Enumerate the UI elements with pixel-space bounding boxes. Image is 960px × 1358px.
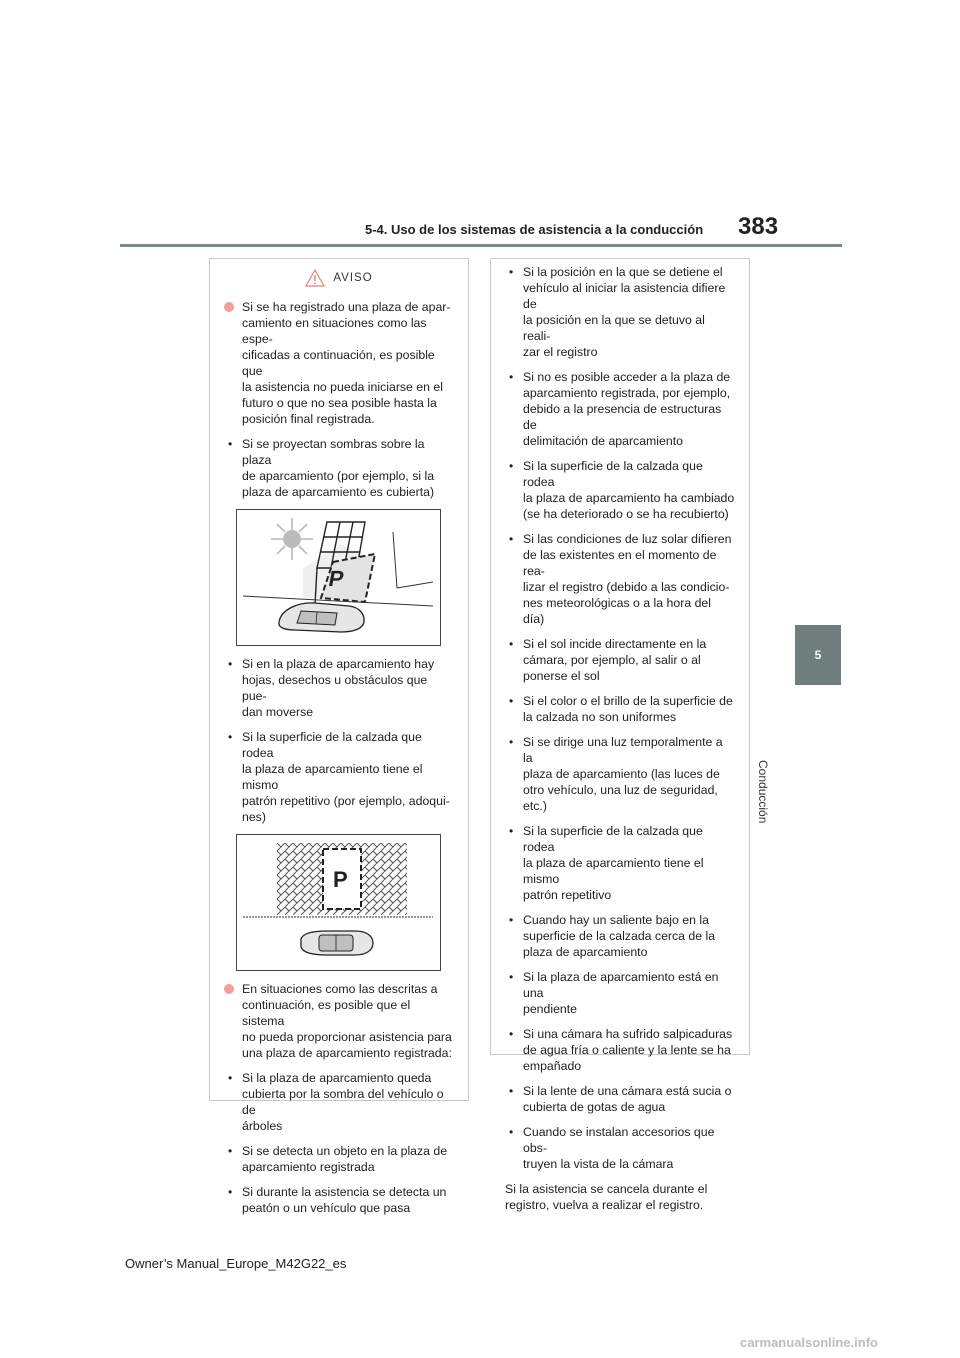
text-line: posición final registrada. [242,412,375,426]
warning-triangle-icon [305,269,325,287]
manual-id: Owner’s Manual_Europe_M42G22_es [125,1256,347,1271]
list-item [224,436,454,500]
text-line: árboles [242,1119,283,1133]
text-line: continuación, es posible que el sistema [242,998,411,1028]
text-line: superficie de la calzada cerca de la [523,929,716,943]
text-line: otro vehículo, una luz de seguridad, [523,783,718,797]
text-line: Si el sol incide directamente en la [523,637,707,651]
bullet-icon: • [509,735,514,749]
text-line: camiento en situaciones como las espe- [242,316,427,346]
text-line: Si el color o el brillo de la superficie de [523,694,733,708]
text-line: Si se ha registrado una plaza de apar- [242,300,451,314]
text-line: delimitación de aparcamiento [523,434,683,448]
text-line: aparcamiento registrada [242,1160,375,1174]
car-icon [279,603,364,632]
text-line: cubierta por la sombra del vehículo o de [242,1087,444,1117]
list-item [224,1184,454,1216]
bullet-icon: • [509,694,514,708]
circle-bullet-icon [224,984,234,994]
text-line: Si la plaza de aparcamiento está en una [523,970,719,1000]
list-item [505,823,735,903]
text-line: una plaza de aparcamiento registrada: [242,1046,452,1060]
text-line: debido a la presencia de estructuras de [523,402,722,432]
list-item [505,369,735,449]
text-line: En situaciones como las descritas a [242,982,438,996]
bullet-icon: • [509,459,514,473]
text-line: patrón repetitivo (por ejemplo, adoqui- [242,794,450,808]
text-line: peatón o un vehículo que pasa [242,1201,411,1215]
text-line: etc.) [523,799,547,813]
chapter-number: 5 [814,648,822,662]
bullet-icon: • [509,1125,514,1139]
figure-paving-pattern [236,834,441,971]
bullet-icon: • [228,437,233,451]
text-line: pendiente [523,1002,578,1016]
text-line: nes) [242,810,266,824]
text-line: ponerse el sol [523,669,600,683]
text-line: cificadas a continuación, es posible que [242,348,435,378]
text-line: plaza de aparcamiento (las luces de [523,767,720,781]
text-line: Si durante la asistencia se detecta un [242,1185,447,1199]
text-line: zar el registro [523,345,598,359]
bullet-icon: • [509,370,514,384]
text-line: Si las condiciones de luz solar difieren [523,532,732,546]
bullet-icon: • [509,824,514,838]
list-item [505,636,735,684]
bullet-icon: • [228,1071,233,1085]
header-rule [120,244,842,247]
bullet-icon: • [509,637,514,651]
closing-paragraph [505,1181,735,1213]
text-line: lizar el registro (debido a las condicio- [523,580,730,594]
bullet-icon: • [228,730,233,744]
notice-item-text [242,299,454,427]
car-icon [301,931,373,955]
text-line: la plaza de aparcamiento tiene el mismo [242,762,423,792]
list-item [224,1143,454,1175]
notice-box-right [490,258,750,1212]
text-line: Si se detecta un objeto en la plaza de [242,1144,448,1158]
text-line: Si la posición en la que se detiene el [523,265,723,279]
bullet-icon: • [228,1144,233,1158]
bullet-icon: • [509,1027,514,1041]
text-line: Si no es posible acceder a la plaza de [523,370,731,384]
parking-letter: P [326,566,346,591]
text-line: de las existentes en el momento de rea- [523,548,717,578]
notice-box-left [209,258,469,1215]
notice-item-text [242,981,454,1061]
list-item [505,693,735,725]
list-item [505,531,735,627]
list-item [505,734,735,814]
text-line: empañado [523,1059,582,1073]
notice-item [224,981,454,1061]
text-line: patrón repetitivo [523,888,612,902]
list-item [505,1026,735,1074]
text-line: Si se proyectan sombras sobre la plaza [242,437,425,467]
text-line: plaza de aparcamiento es cubierta) [242,485,435,499]
watermark: carmanualsonline.info [740,1335,878,1350]
bullet-icon: • [509,913,514,927]
text-line: registro, vuelva a realizar el registro. [505,1198,704,1212]
text-line: de agua fría o caliente y la lente se ha [523,1043,731,1057]
text-line: la plaza de aparcamiento tiene el mismo [523,856,704,886]
bullet-icon: • [509,970,514,984]
text-line: Si una cámara ha sufrido salpicaduras [523,1027,733,1041]
text-line: futuro o que no sea posible hasta la [242,396,437,410]
text-line: truyen la vista de la cámara [523,1157,674,1171]
notice-item [224,299,454,427]
text-line: dan moverse [242,705,314,719]
figure-shadow-parking [236,509,441,646]
text-line: Si la asistencia se cancela durante el [505,1182,708,1196]
text-line: aparcamiento registrada, por ejemplo, [523,386,731,400]
chapter-tab [795,625,841,685]
text-line: plaza de aparcamiento [523,945,648,959]
text-line: Si la lente de una cámara está sucia o [523,1084,732,1098]
list-item [224,729,454,825]
text-line: Si se dirige una luz temporalmente a la [523,735,723,765]
text-line: la plaza de aparcamiento ha cambiado [523,491,735,505]
notice-heading [224,269,454,287]
page-number: 383 [738,213,779,240]
list-item [505,969,735,1017]
list-item [224,656,454,720]
chapter-label: Conducción [756,760,770,824]
text-line: Si en la plaza de aparcamiento hay [242,657,435,671]
section-title: 5-4. Uso de los sistemas de asistencia a la conducción [365,222,704,237]
list-item [505,458,735,522]
text-line: Si la superficie de la calzada que rodea [523,459,703,489]
list-item [505,1124,735,1172]
text-line: la asistencia no pueda iniciarse en el [242,380,443,394]
text-line: (se ha deteriorado o se ha recubierto) [523,507,729,521]
bullet-icon: • [509,532,514,546]
circle-bullet-icon [224,302,234,312]
parking-letter: P [333,867,348,892]
bullet-icon: • [228,1185,233,1199]
text-line: de aparcamiento (por ejemplo, si la [242,469,435,483]
text-line: la posición en la que se detuvo al reali- [523,313,705,343]
text-line: hojas, desechos u obstáculos que pue- [242,673,428,703]
text-line: Cuando se instalan accesorios que obs- [523,1125,715,1155]
text-line: cámara, por ejemplo, al salir o al [523,653,701,667]
text-line: Cuando hay un saliente bajo en la [523,913,709,927]
bullet-icon: • [228,657,233,671]
list-item [505,264,735,360]
bullet-icon: • [509,265,514,279]
text-line: Si la superficie de la calzada que rodea [523,824,703,854]
text-line: la calzada no son uniformes [523,710,677,724]
notice-heading-text: AVISO [333,272,373,284]
list-item [505,912,735,960]
text-line: no pueda proporcionar asistencia para [242,1030,452,1044]
list-item [505,1083,735,1115]
bullet-icon: • [509,1084,514,1098]
text-line: Si la superficie de la calzada que rodea [242,730,422,760]
text-line: cubierta de gotas de agua [523,1100,666,1114]
list-item [224,1070,454,1134]
text-line: nes meteorológicas o a la hora del día) [523,596,711,626]
text-line: Si la plaza de aparcamiento queda [242,1071,432,1085]
text-line: vehículo al iniciar la asistencia difiere de [523,281,726,311]
